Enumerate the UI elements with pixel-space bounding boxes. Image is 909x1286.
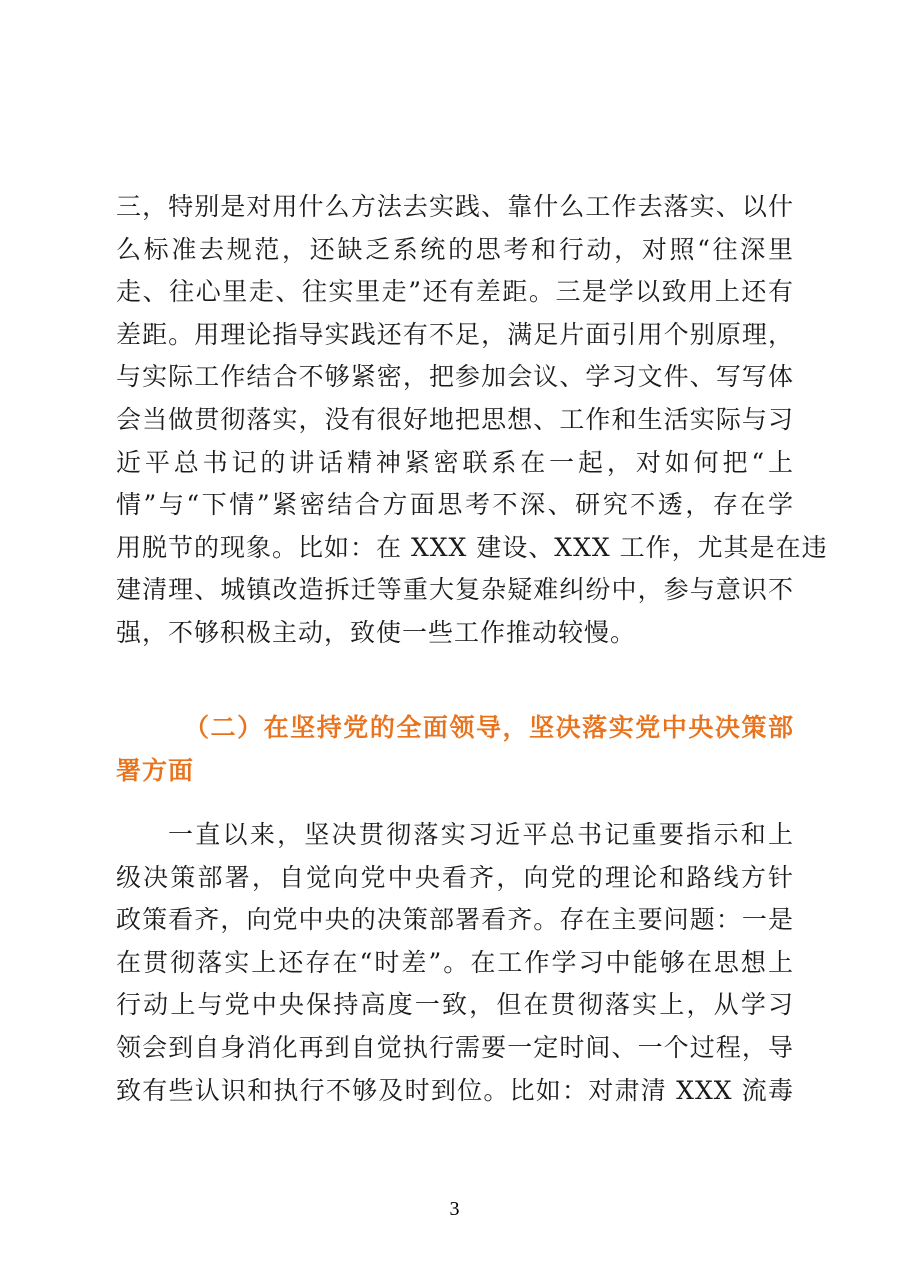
paragraph-1-line: 么标准去规范，还缺乏系统的思考和行动，对照“往深里	[116, 234, 794, 264]
paragraph-1-line: 近平总书记的讲话精神紧密联系在一起，对如何把“上	[116, 447, 794, 477]
paragraph-1-line: 情”与“下情”紧密结合方面思考不深、研究不透，存在学	[116, 490, 794, 520]
section-heading-line: （二）在坚持党的全面领导，坚决落实党中央决策部	[184, 713, 794, 742]
paragraph-1	[116, 186, 828, 655]
paragraph-2-line: 在贯彻落实上还存在“时差”。在工作学习中能够在思想上	[116, 947, 794, 977]
paragraph-2-line: 一直以来，坚决贯彻落实习近平总书记重要指示和上	[168, 820, 794, 849]
paragraph-2	[116, 814, 794, 1112]
paragraph-1-line: 走、往心里走、往实里走”还有差距。三是学以致用上还有	[116, 277, 794, 307]
paragraph-2-line: 领会到自身消化再到自觉执行需要一定时间、一个过程，导	[116, 1032, 794, 1062]
page-number: 3	[449, 1198, 460, 1220]
paragraph-1-line: 建清理、城镇改造拆迁等重大复杂疑难纠纷中，参与意识不	[116, 575, 794, 605]
paragraph-1-line: 会当做贯彻落实，没有很好地把思想、工作和生活实际与习	[116, 404, 794, 434]
paragraph-2-line: 政策看齐，向党中央的决策部署看齐。存在主要问题：一是	[116, 905, 794, 935]
section-heading	[116, 707, 794, 792]
paragraph-1-line: 与实际工作结合不够紧密，把参加会议、学习文件、写写体	[116, 362, 794, 392]
section-heading-line: 署方面	[116, 755, 195, 785]
paragraph-2-line: 行动上与党中央保持高度一致，但在贯彻落实上，从学习	[116, 990, 794, 1020]
paragraph-2-line: 级决策部署，自觉向党中央看齐，向党的理论和路线方针	[116, 862, 794, 892]
paragraph-1-line: 用脱节的现象。比如：在 XXX 建设、XXX 工作，尤其是在违	[116, 532, 828, 562]
paragraph-2-line: 致有些认识和执行不够及时到位。比如：对肃清 XXX 流毒	[116, 1075, 794, 1105]
paragraph-1-line: 三，特别是对用什么方法去实践、靠什么工作去落实、以什	[116, 192, 794, 221]
paragraph-1-line: 强，不够积极主动，致使一些工作推动较慢。	[116, 617, 637, 647]
paragraph-1-line: 差距。用理论指导实践还有不足，满足片面引用个别原理，	[116, 319, 794, 349]
